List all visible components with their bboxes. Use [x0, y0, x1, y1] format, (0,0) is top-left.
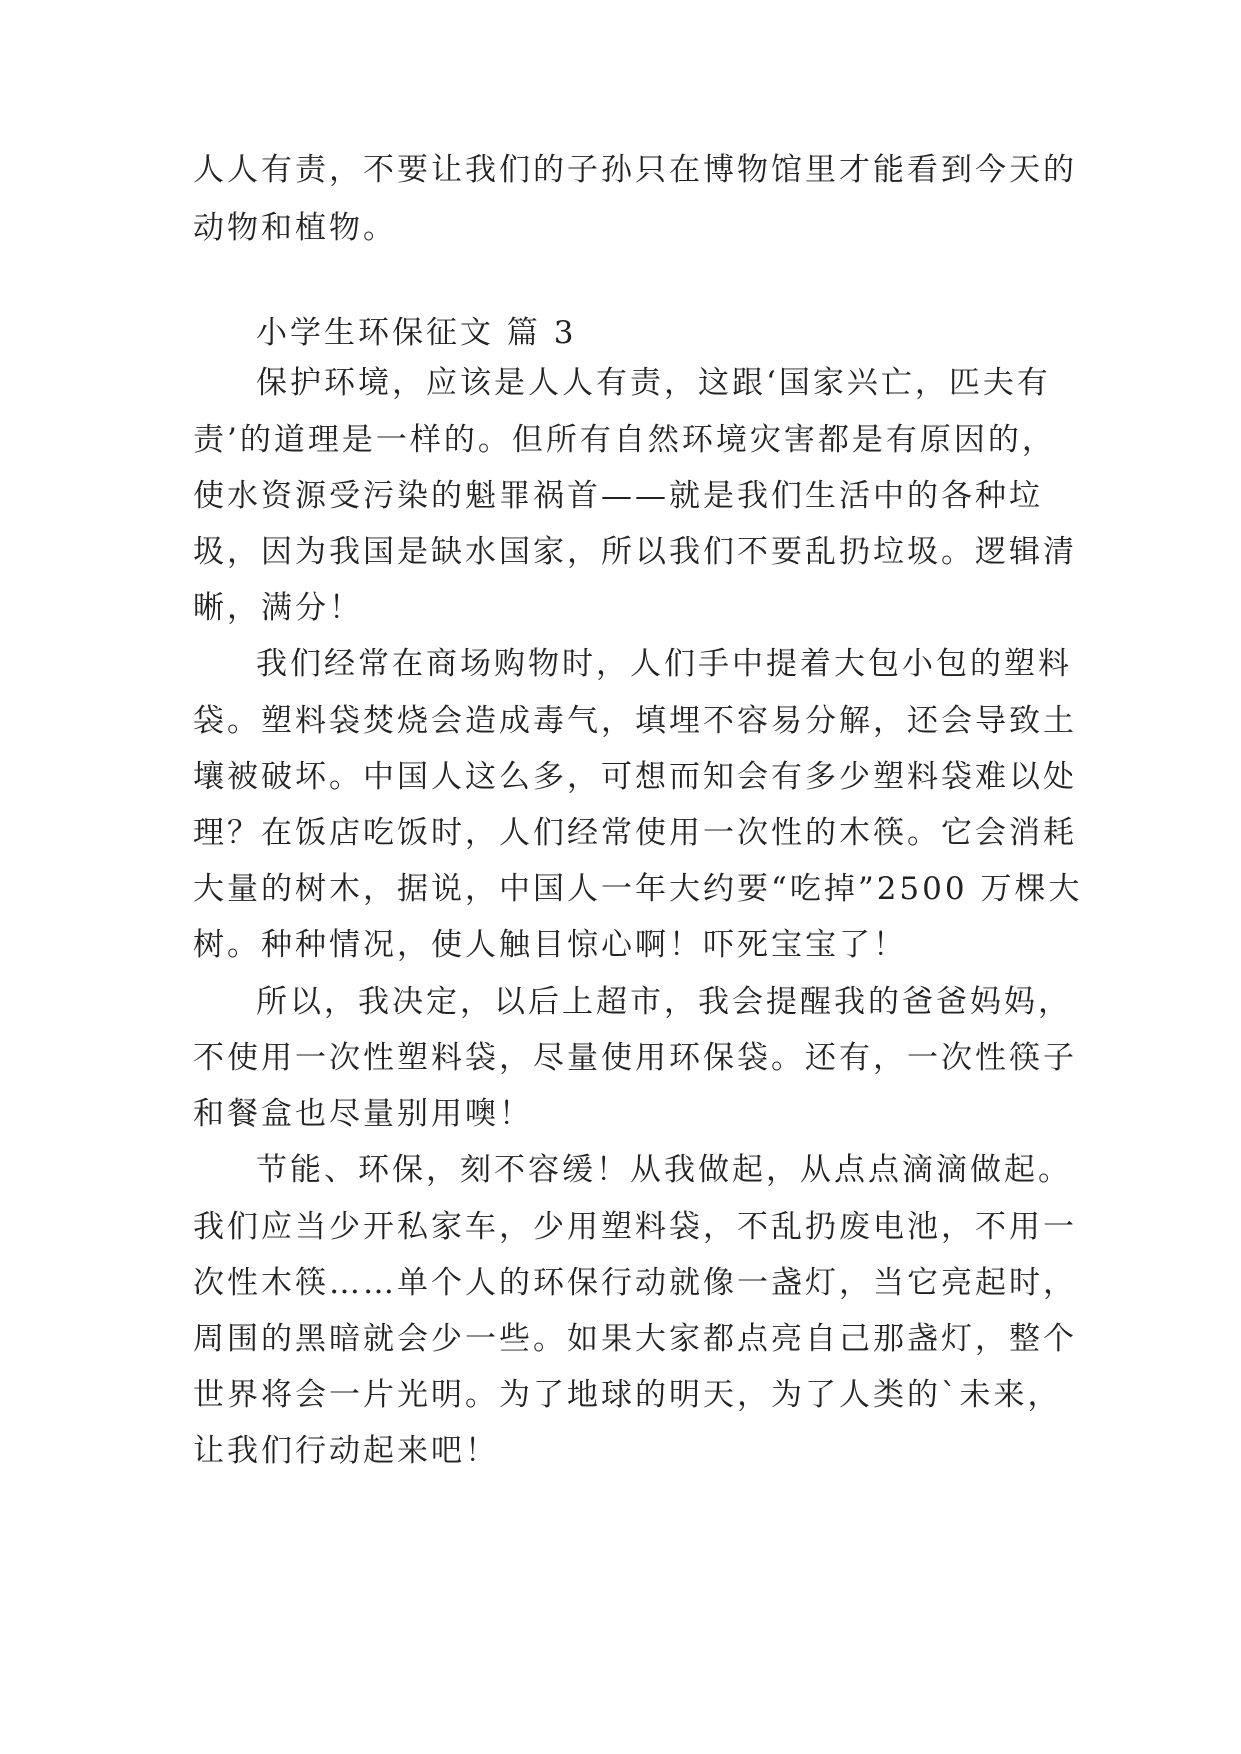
- paragraph-line: 世界将会一片光明。为了地球的明天，为了人类的`未来，: [193, 1377, 1062, 1413]
- paragraph-line: 和餐盒也尽量别用噢！: [193, 1096, 533, 1132]
- paragraph-line: 理？在饭店吃饭时，人们经常使用一次性的木筷。它会消耗: [193, 815, 1077, 851]
- paragraph-line: 让我们行动起来吧！: [193, 1433, 499, 1469]
- section-title: 小学生环保征文 篇 3: [256, 315, 577, 351]
- paragraph-line: 责’的道理是一样的。但所有自然环境灾害都是有原因的，: [193, 422, 1056, 458]
- paragraph-line: 节能、环保，刻不容缓！从我做起，从点点滴滴做起。: [256, 1152, 1072, 1188]
- paragraph-line: 次性木筷……单个人的环保行动就像一盏灯，当它亮起时，: [193, 1265, 1077, 1301]
- paragraph-line: 周围的黑暗就会少一些。如果大家都点亮自己那盏灯，整个: [193, 1321, 1077, 1357]
- text-line: 人人有责，不要让我们的子孙只在博物馆里才能看到今天的: [193, 152, 1077, 188]
- paragraph-line: 我们应当少开私家车，少用塑料袋，不乱扔废电池，不用一: [193, 1209, 1077, 1245]
- paragraph-line: 所以，我决定，以后上超市，我会提醒我的爸爸妈妈，: [256, 984, 1072, 1020]
- paragraph-line: 晰，满分！: [193, 590, 363, 626]
- paragraph-line: 使水资源受污染的魁罪祸首——就是我们生活中的各种垃: [193, 478, 1043, 514]
- paragraph-line: 圾，因为我国是缺水国家，所以我们不要乱扔垃圾。逻辑清: [193, 534, 1077, 570]
- paragraph-line: 袋。塑料袋焚烧会造成毒气，填埋不容易分解，还会导致土: [193, 703, 1077, 739]
- paragraph-line: 我们经常在商场购物时，人们手中提着大包小包的塑料: [256, 646, 1072, 682]
- text-line: 动物和植物。: [193, 210, 397, 246]
- paragraph-line: 树。种种情况，使人触目惊心啊！吓死宝宝了！: [193, 927, 907, 963]
- paragraph-line: 保护环境，应该是人人有责，这跟‘国家兴亡，匹夫有: [256, 365, 1051, 401]
- paragraph-line: 不使用一次性塑料袋，尽量使用环保袋。还有，一次性筷子: [193, 1040, 1077, 1076]
- paragraph-line: 壤被破坏。中国人这么多，可想而知会有多少塑料袋难以处: [193, 759, 1077, 795]
- paragraph-line: 大量的树木，据说，中国人一年大约要“吃掉”2500 万棵大: [193, 871, 1083, 907]
